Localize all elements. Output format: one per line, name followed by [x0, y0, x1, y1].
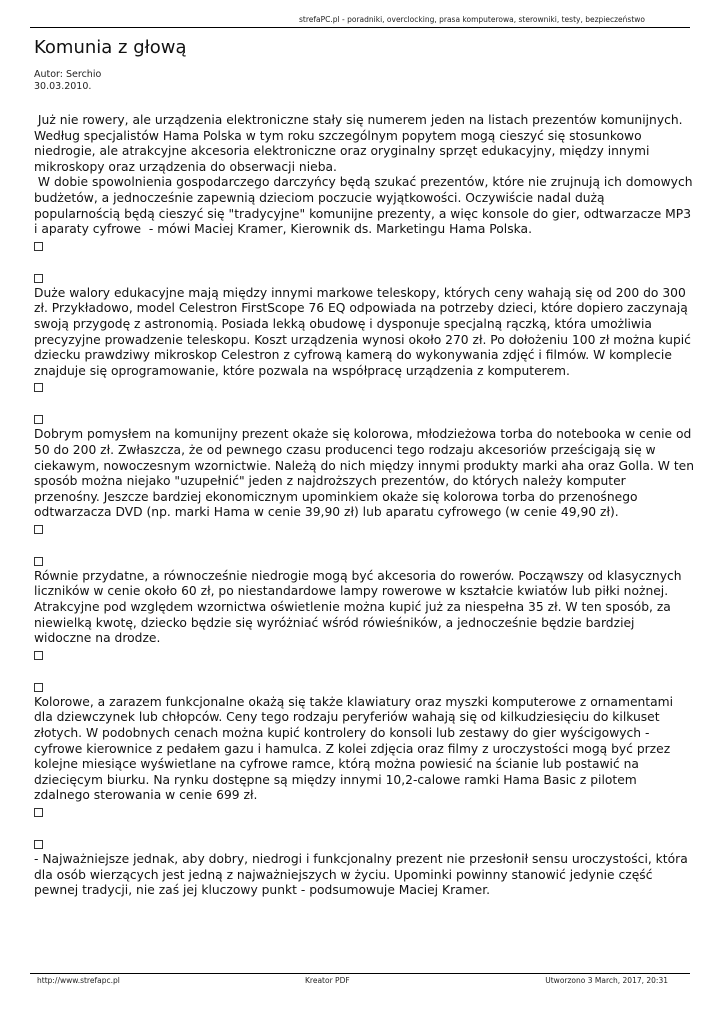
- missing-image-icon: [34, 274, 43, 283]
- header-divider: [30, 27, 690, 28]
- article-body: [34, 113, 698, 899]
- missing-image-icon: [34, 415, 43, 424]
- paragraph-3: Dobrym pomysłem na komunijny prezent okaże się kolorowa, młodzieżowa torba do notebooka w cenie od 50 do 200 zł. Zwłaszcza, że od pewnego czasu producenci tego rodzaju akcesoriów prześcigają się w ciekawym, nowoczesnym wzornictwie. Należą do nich między innymi produkty marki aha oraz Golla. W ten sposób można niejako "uzupełnić" jeden z najdroższych prezentów, do których należy komputer przenośny. Jeszcze bardziej ekonomicznym upominkiem okaże się kolorowa torba do przenośnego odtwarzacza DVD (np. marki Hama w cenie 39,90 zł) lub aparatu cyfrowego (w cenie 49,90 zł).: [34, 427, 698, 520]
- placeholder-box: [34, 553, 694, 569]
- missing-image-icon: [34, 557, 43, 566]
- placeholder-box: [34, 521, 694, 537]
- missing-image-icon: [34, 808, 43, 817]
- missing-image-icon: [34, 383, 43, 392]
- missing-image-icon: [34, 683, 43, 692]
- site-tagline: strefaPC.pl - poradniki, overclocking, prasa komputerowa, sterowniki, testy, bezpieczeństwo: [299, 15, 645, 24]
- footer-divider: [30, 973, 690, 974]
- article-title: Komunia z głową: [34, 37, 187, 58]
- paragraph-4: Równie przydatne, a równocześnie niedrogie mogą być akcesoria do rowerów. Począwszy od klasycznych liczników w cenie około 60 zł, po niestandardowe lampy rowerowe w kształcie kwiatów lub piłki nożnej. Atrakcyjne pod względem wzornictwa oświetlenie można kupić już za niespełna 35 zł. W ten sposób, za niewielką kwotę, dziecko będzie się wyróżniać wśród rówieśników, a jednocześnie będzie bardziej widoczne na drodze.: [34, 568, 686, 646]
- author-line: Autor: Serchio: [34, 69, 102, 80]
- paragraph-6: - Najważniejsze jednak, aby dobry, niedrogi i funkcjonalny prezent nie przesłonił sensu uroczystości, która dla osób wierzących jest jedną z najważniejszych w życiu. Upominki powinny stanowić jedynie część pewnej tradycji, nie zaś jej kluczowy punkt - podsumowuje Maciej Kramer.: [34, 852, 692, 898]
- placeholder-box: [34, 679, 694, 695]
- missing-image-icon: [34, 840, 43, 849]
- paragraph-2: Duże walory edukacyjne mają między innymi markowe teleskopy, których ceny wahają się od 200 do 300 zł. Przykładowo, model Celestron FirstScope 76 EQ odpowiada na potrzeby dzieci, które dopiero zaczynają swoją przygodę z astronomią. Posiada lekką obudowę i dysponuje specjalną rączką, która umożliwia precyzyjne prowadzenie teleskopu. Koszt urządzenia wynosi około 270 zł. Po dołożeniu 100 zł można kupić dziecku prawdziwy mikroskop Celestron z cyfrową kamerą do wykonywania zdjęć i filmów. W komplecie znajduje się oprogramowanie, które pozwala na współpracę urządzenia z komputerem.: [34, 285, 695, 378]
- placeholder-box: [34, 270, 694, 286]
- footer-created: Utworzono 3 March, 2017, 20:31: [545, 976, 668, 985]
- placeholder-box: [34, 836, 694, 852]
- missing-image-icon: [34, 525, 43, 534]
- placeholder-box: [34, 379, 694, 395]
- placeholder-box: [34, 411, 694, 427]
- placeholder-box: [34, 647, 694, 663]
- placeholder-box: [34, 238, 694, 254]
- paragraph-1: Już nie rowery, ale urządzenia elektroniczne stały się numerem jeden na listach prezentów komunijnych. Według specjalistów Hama Polska w tym roku szczególnym popytem mogą cieszyć się stosunkowo niedrogie, ale atrakcyjne akcesoria elektroniczne oraz oryginalny sprzęt edukacyjny, między innymi mikroskopy oraz urządzenia do obserwacji nieba. W dobie spowolnienia gospodarczego darczyńcy będą szukać prezentów, które nie zrujnują ich domowych budżetów, a jednocześnie zapewnią dzieciom poczucie wyjątkowości. Oczywiście nadal dużą popularnością będą cieszyć się "tradycyjne" komunijne prezenty, a więc konsole do gier, odtwarzacze MP3 i aparaty cyfrowe - mówi Maciej Kramer, Kierownik ds. Marketingu Hama Polska.: [34, 113, 693, 237]
- footer-generator: Kreator PDF: [305, 976, 350, 985]
- missing-image-icon: [34, 651, 43, 660]
- paragraph-5: Kolorowe, a zarazem funkcjonalne okażą się także klawiatury oraz myszki komputerowe z ornamentami dla dziewczynek lub chłopców. Ceny tego rodzaju peryferiów wahają się od kilkudziesięciu do kilkuset złotych. W podobnych cenach można kupić kontrolery do konsoli lub zestawy do gier wyścigowych - cyfrowe kierownice z pedałem gazu i hamulca. Z kolei zdjęcia oraz filmy z uroczystości mogą być przez kolejne miesiące wyświetlane na cyfrowe ramce, którą można powiesić na ścianie lub postawić na dziecięcym biurku. Na rynku dostępne są między innymi 10,2-calowe ramki Hama Basic z pilotem zdalnego sterowania w cenie 699 zł.: [34, 694, 677, 803]
- article-meta: [34, 69, 101, 93]
- missing-image-icon: [34, 242, 43, 251]
- publish-date: 30.03.2010.: [34, 81, 92, 92]
- placeholder-box: [34, 804, 694, 820]
- footer-url: http://www.strefapc.pl: [37, 976, 120, 985]
